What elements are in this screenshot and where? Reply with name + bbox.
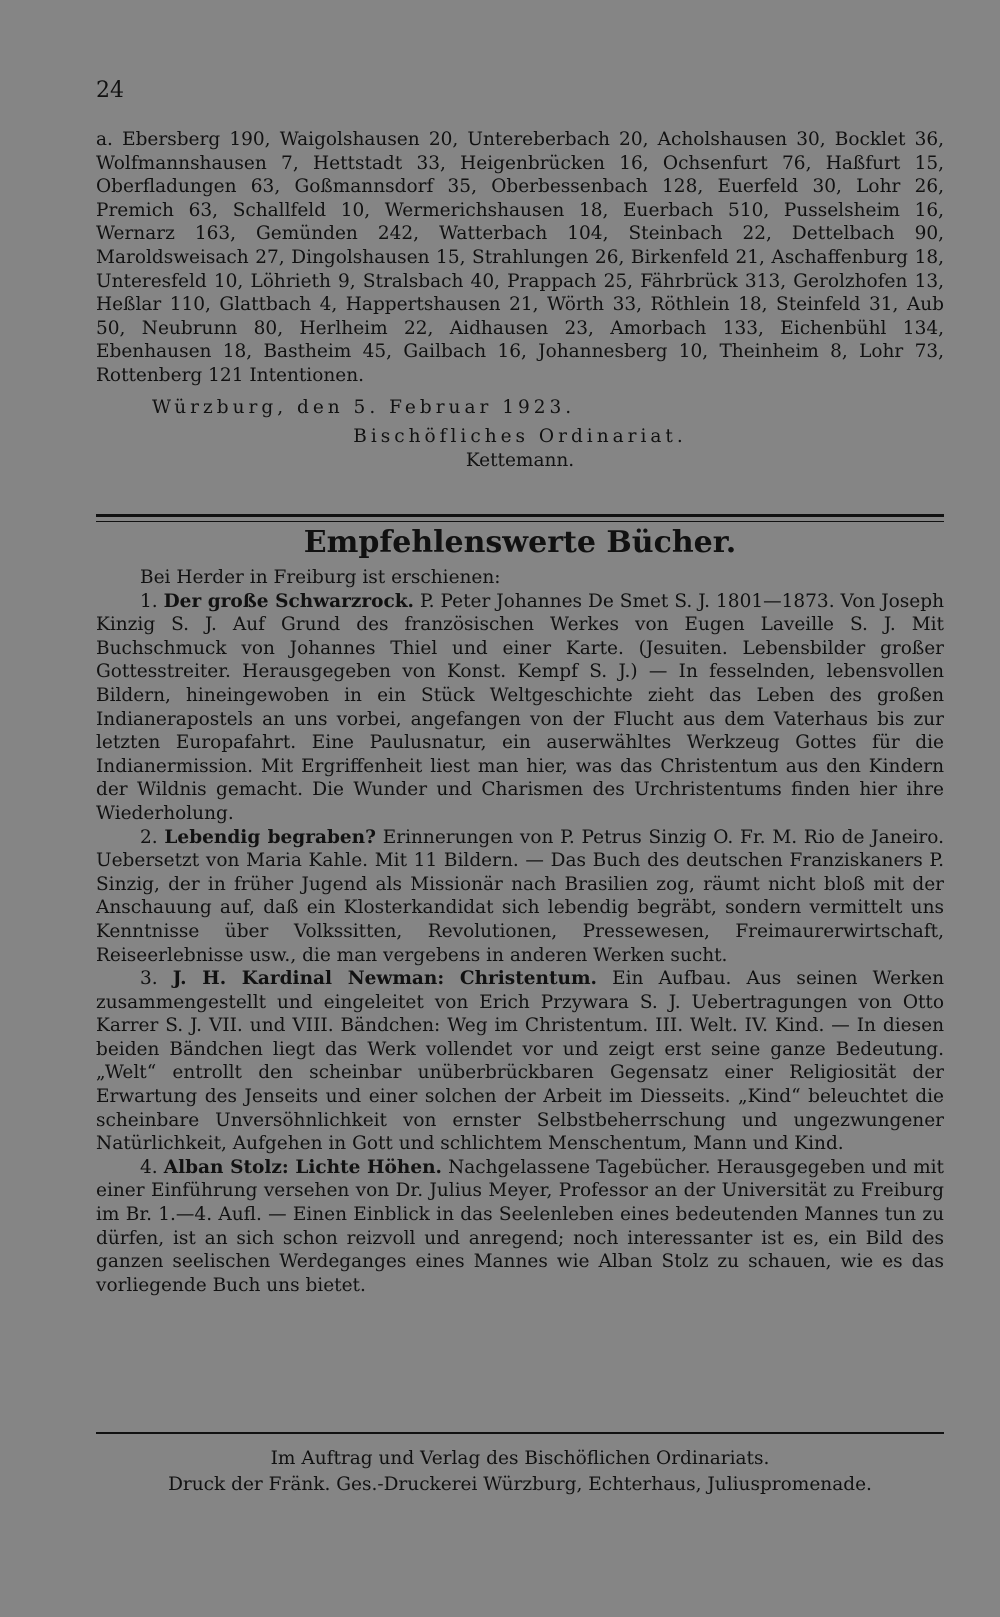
divider-thin xyxy=(96,521,944,522)
book-description: Nachgelassene Tagebücher. Herausgegeben und mit einer Einführung versehen von Dr. Julius Meyer, Professor an der Universität zu Freiburg im Br. 1.—4. Aufl. — Einen Einblick in das Seelenleben eines bedeutenden Mannes tun zu dürfen, ist an sich schon reizvoll und anregend; noch interessanter ist es, ein Bild des ganzen seelischen Werdeganges eines Mannes wie Alban Stolz zu schauen, wie es das vorliegende Buch uns bietet. xyxy=(96,1156,944,1296)
book-entry xyxy=(96,1156,944,1298)
issuing-office: Bischöfliches Ordinariat. xyxy=(353,426,687,448)
book-list xyxy=(96,566,944,1297)
book-description: Ein Aufbau. Aus seinen Werken zusammengestellt und eingeleitet von Erich Przywara S. J. Uebertragungen von Otto Karrer S. J. VII. und VIII. Bändchen: Weg im Christentum. III. Welt. IV. Kind. — In diesen beiden Bändchen liegt das Werk vollendet vor und zeigt erst seine ganze Bedeutung. „Welt“ entrollt den scheinbar unüberbrückbaren Gegensatz einer Religiosität der Erwartung des Jenseits und einer solchen der Arbeit im Diesseits. „Kind“ beleuchtet die scheinbare Unversöhnlichkeit von ernster Selbstbeherrschung und ungezwungener Natürlichkeit, Aufgehen in Gott und schlichtem Menschentum, Mann und Kind. xyxy=(96,968,944,1155)
imprint xyxy=(96,1446,944,1498)
book-number: 3. xyxy=(140,968,158,990)
signature: Kettemann. xyxy=(465,449,575,471)
announcement-text: a. Ebersberg 190, Waigolshausen 20, Untereberbach 20, Acholshausen 30, Bocklet 36, Wolfmannshausen 7, Hettstadt 33, Heigenbrücken 16, Ochsenfurt 76, Haßfurt 15, Oberfladungen 63, Goßmannsdorf 35, Oberbessenbach 128, Euerfeld 30, Lohr 26, Premich 63, Schallfeld 10, Wermerichshausen 18, Euerbach 510, Pusselsheim 16, Wernarz 163, Gemünden 242, Watterbach 104, Steinbach 22, Dettelbach 90, Maroldsweisach 27, Dingolshausen 15, Strahlungen 26, Birkenfeld 21, Aschaffenburg 18, Unteresfeld 10, Löhrieth 9, Stralsbach 40, Prappach 25, Fährbrück 313, Gerolzhofen 13, Heßlar 110, Glattbach 4, Happertshausen 21, Wörth 33, Röthlein 18, Steinfeld 31, Aub 50, Neubrunn 80, Herlheim 22, Aidhausen 23, Amorbach 133, Eichenbühl 134, Ebenhausen 18, Bastheim 45, Gailbach 16, Johannesberg 10, Theinheim 8, Lohr 73, Rottenberg 121 Intentionen. xyxy=(96,129,944,386)
book-number: 1. xyxy=(140,590,158,612)
section-divider xyxy=(96,514,944,522)
announcement-block xyxy=(96,128,944,472)
book-description: Erinnerungen von P. Petrus Sinzig O. Fr. M. Rio de Janeiro. Uebersetzt von Maria Kahle. Mit 11 Bildern. — Das Buch des deutschen Franziskaners P. Sinzig, der in früher Jugend als Missionär nach Brasilien zog, räumt nicht bloß mit der Anschauung auf, daß ein Klosterkandidat sich lebendig begräbt, sondern vermittelt uns Kenntnisse über Volkssitten, Revolutionen, Pressewesen, Freimaurerwirtschaft, Reiseerlebnisse usw., die man vergebens in anderen Werken sucht. xyxy=(96,826,944,966)
book-title: Alban Stolz: Lichte Höhen. xyxy=(163,1156,442,1178)
book-title: Der große Schwarzrock. xyxy=(163,590,414,612)
book-number: 2. xyxy=(140,826,158,848)
book-title: Lebendig begraben? xyxy=(164,826,376,848)
divider-thick xyxy=(96,514,944,517)
section-heading: Empfehlenswerte Bücher. xyxy=(303,525,737,560)
book-entry xyxy=(96,967,944,1156)
publisher-line: Im Auftrag und Verlag des Bischöflichen Ordinariats. xyxy=(270,1448,770,1469)
book-number: 4. xyxy=(140,1156,158,1178)
footer-divider xyxy=(96,1432,944,1434)
divider-footer xyxy=(96,1432,944,1434)
book-list-intro: Bei Herder in Freiburg ist erschienen: xyxy=(140,567,501,588)
book-entry xyxy=(96,590,944,826)
printer-line: Druck der Fränk. Ges.-Druckerei Würzburg, Echterhaus, Juliuspromenade. xyxy=(168,1474,872,1495)
book-title: J. H. Kardinal Newman: Christentum. xyxy=(172,968,597,990)
page-number: 24 xyxy=(96,78,124,103)
announcement-date: Würzburg, den 5. Februar 1923. xyxy=(152,396,576,418)
book-entry xyxy=(96,826,944,968)
book-description: P. Peter Johannes De Smet S. J. 1801—1873. Von Joseph Kinzig S. J. Auf Grund des französischen Werkes von Eugen Laveille S. J. Mit Buchschmuck von Johannes Thiel und einer Karte. (Jesuiten. Lebensbilder großer Gottesstreiter. Herausgegeben von Konst. Kempf S. J.) — In fesselnden, lebensvollen Bildern, hineingewoben in ein Stück Weltgeschichte zieht das Leben des großen Indianerapostels an uns vorbei, angefangen von der Flucht aus dem Vaterhaus bis zur letzten Europafahrt. Eine Paulusnatur, ein auserwähltes Werkzeug Gottes für die Indianermission. Mit Ergriffenheit liest man hier, was das Christentum aus den Kindern der Wildnis gemacht. Die Wunder und Charismen des Urchristentums finden hier ihre Wiederholung. xyxy=(96,590,944,824)
